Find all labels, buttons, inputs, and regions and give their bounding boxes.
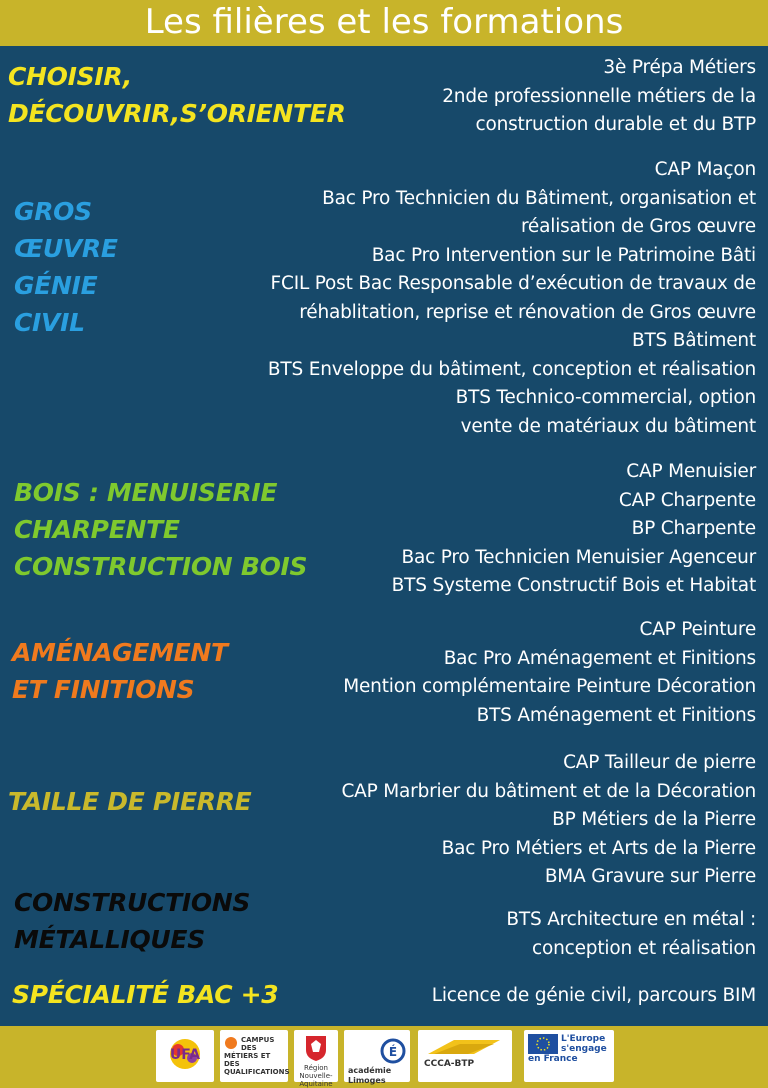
formation-list: [506, 906, 756, 963]
formation-item: BP Charpente: [631, 518, 756, 539]
formation-item: BMA Gravure sur Pierre: [544, 866, 756, 887]
category-title: [12, 634, 228, 708]
category-line: AMÉNAGEMENT: [12, 638, 228, 667]
section-choisir: [0, 54, 768, 144]
formation-item: réalisation de Gros œuvre: [520, 216, 756, 237]
formation-item: CAP Marbrier du bâtiment et de la Décoration: [341, 780, 756, 802]
formation-item: FCIL Post Bac Responsable d’exécution de travaux de: [270, 273, 756, 294]
category-title: [12, 976, 278, 1013]
formation-list: [392, 458, 756, 601]
category-title: [14, 193, 118, 341]
formation-item: Licence de génie civil, parcours BIM: [431, 985, 756, 1006]
ufa-logo-icon: [156, 1030, 214, 1082]
section-bac3: [0, 976, 768, 1016]
campus-metiers-logo-icon: [220, 1030, 288, 1082]
logo-footer: [0, 1026, 768, 1086]
formation-item: BTS Technico-commercial, option: [455, 387, 756, 408]
formation-item: Mention complémentaire Peinture Décoration: [343, 676, 756, 697]
category-line: GROS: [14, 197, 92, 226]
category-line: CIVIL: [14, 308, 85, 337]
academie-text: académie Limoges: [348, 1066, 392, 1085]
category-line: TAILLE DE PIERRE: [8, 787, 252, 816]
nouvelle-aquitaine-text: Région Nouvelle-Aquitaine: [299, 1064, 333, 1088]
category-title: [14, 884, 250, 958]
formation-item: BTS Architecture en métal :: [506, 909, 756, 930]
formation-item: BP Métiers de la Pierre: [552, 809, 756, 830]
formation-item: vente de matériaux du bâtiment: [460, 415, 756, 437]
section-gros-oeuvre: [0, 156, 768, 446]
formation-item: 2nde professionnelle métiers de la: [442, 85, 756, 107]
formation-item: CAP Maçon: [654, 159, 756, 180]
formation-item: Bac Pro Aménagement et Finitions: [443, 647, 756, 669]
section-metalliques: [0, 884, 768, 964]
category-line: MÉTALLIQUES: [14, 925, 205, 954]
formation-item: Bac Pro Technicien du Bâtiment, organisation et: [322, 187, 756, 209]
ufa-text: UFA: [169, 1047, 201, 1063]
category-line: CHOISIR,: [8, 62, 132, 91]
formations-panel: [0, 46, 768, 1026]
campus-text: CAMPUS DES MÉTIERS ET DES QUALIFICATIONS: [224, 1036, 290, 1076]
nouvelle-aquitaine-logo-icon: [294, 1030, 338, 1088]
page-title: Les filières et les formations: [0, 0, 768, 46]
formation-item: CAP Peinture: [639, 619, 756, 640]
formation-item: Bac Pro Intervention sur le Patrimoine Bâti: [371, 244, 756, 266]
formation-item: construction durable et du BTP: [475, 114, 756, 135]
formation-item: Bac Pro Métiers et Arts de la Pierre: [441, 837, 756, 859]
ccca-btp-logo-icon: [418, 1030, 512, 1082]
europe-text: L'Europe s'engage en France: [528, 1034, 607, 1064]
category-line: CHARPENTE: [14, 515, 180, 544]
formation-item: BTS Bâtiment: [631, 330, 756, 351]
category-line: CONSTRUCTIONS: [14, 888, 251, 917]
category-line: SPÉCIALITÉ BAC +3: [12, 980, 279, 1009]
formation-list: [343, 616, 756, 730]
section-bois: [0, 458, 768, 608]
formation-list: [341, 749, 756, 892]
formation-item: CAP Charpente: [618, 489, 756, 511]
category-title: [8, 58, 346, 132]
formation-item: CAP Tailleur de pierre: [563, 752, 756, 773]
formation-item: BTS Enveloppe du bâtiment, conception et réalisation: [267, 358, 756, 380]
academie-limoges-logo-icon: [344, 1030, 410, 1085]
category-line: ET FINITIONS: [12, 675, 195, 704]
category-line: CONSTRUCTION BOIS: [14, 552, 308, 581]
formation-item: BTS Systeme Constructif Bois et Habitat: [391, 575, 756, 596]
svg-text:É: É: [388, 1045, 398, 1059]
category-line: DÉCOUVRIR,S’ORIENTER: [8, 99, 346, 128]
formation-item: Bac Pro Technicien Menuisier Agenceur: [401, 546, 756, 568]
europe-logo-icon: [524, 1030, 614, 1082]
formation-list: [442, 54, 756, 140]
formation-list: [268, 156, 756, 441]
formation-item: CAP Menuisier: [626, 461, 756, 482]
category-title: [8, 783, 251, 820]
category-line: ŒUVRE: [14, 234, 118, 263]
section-amenagement: [0, 616, 768, 736]
ccca-text: CCCA-BTP: [424, 1059, 475, 1069]
formation-item: réhablitation, reprise et rénovation de Gros œuvre: [299, 301, 756, 323]
formation-item: BTS Aménagement et Finitions: [476, 704, 756, 726]
category-line: BOIS : MENUISERIE: [14, 478, 278, 507]
category-line: GÉNIE: [14, 271, 98, 300]
formation-list: [432, 982, 756, 1011]
section-taille-pierre: [0, 749, 768, 899]
formation-item: 3è Prépa Métiers: [603, 57, 756, 78]
category-title: [14, 474, 307, 585]
formation-item: conception et réalisation: [532, 937, 756, 959]
